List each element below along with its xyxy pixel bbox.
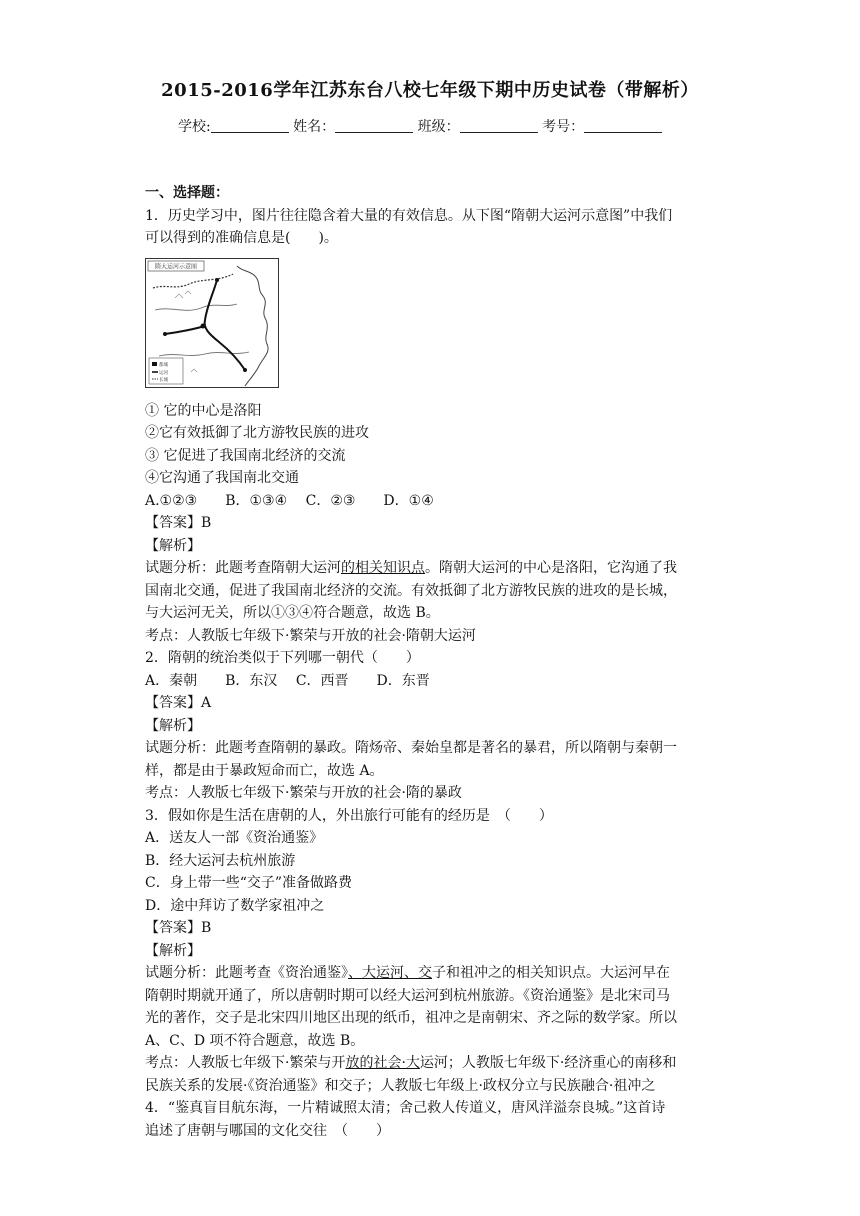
q3-analysis-underlined: 、大运河、交 bbox=[348, 965, 432, 981]
q1-analysis-text: 试题分析：此题考查隋朝大运河 bbox=[145, 560, 341, 576]
map-legend-capital: 都城 bbox=[159, 362, 168, 368]
q3-kaodian-text-rest: 运河；人教版七年级下·经济重心的南移和 bbox=[419, 1055, 677, 1071]
q3-analysis-line3: 光的著作，交子是北宋四川地区出现的纸币，祖冲之是南朝宋、齐之际的数学家。所以 bbox=[145, 1010, 677, 1026]
q3-kaodian-line1 bbox=[145, 1052, 725, 1075]
q2-analysis-label: 【解析】 bbox=[145, 717, 201, 734]
q2-analysis-line1: 试题分析：此题考查隋朝的暴政。隋炀帝、秦始皇都是著名的暴君，所以隋朝与秦朝一 bbox=[145, 740, 677, 756]
map-legend-wall: 长城 bbox=[159, 377, 168, 383]
q4-stem-line2: 追述了唐朝与哪国的文化交往 （ ） bbox=[145, 1122, 390, 1139]
class-blank bbox=[460, 118, 538, 133]
q1-option-1: ① 它的中心是洛阳 bbox=[145, 402, 262, 419]
id-blank bbox=[584, 118, 662, 133]
q1-analysis-underlined: 的相关知识点 bbox=[341, 560, 425, 576]
name-label: 姓名： bbox=[293, 119, 336, 135]
section-title: 一、选择题： bbox=[145, 185, 229, 201]
q1-option-4: ④它沟通了我国南北交通 bbox=[145, 470, 299, 486]
q3-analysis-text-rest: 子和祖冲之的相关知识点。大运河早在 bbox=[432, 965, 670, 981]
q3-kaodian-line2: 民族关系的发展·《资治通鉴》和交子；人教版七年级上·政权分立与民族融合·祖冲之 bbox=[145, 1077, 656, 1094]
q3-analysis-line1 bbox=[145, 962, 725, 985]
id-label: 考号： bbox=[542, 119, 585, 135]
map-title: 隋大运河示意图 bbox=[154, 263, 198, 270]
q1-stem-line1: 1．历史学习中，图片往往隐含着大量的有效信息。从下图“隋朝大运河示意图”中我们 bbox=[145, 207, 673, 224]
q2-stem: 2．隋朝的统治类似于下列哪一朝代（ ） bbox=[145, 650, 420, 666]
student-info-line bbox=[178, 116, 662, 136]
q1-option-2: ②它有效抵御了北方游牧民族的进攻 bbox=[145, 425, 369, 441]
q3-analysis-label: 【解析】 bbox=[145, 942, 201, 959]
q1-analysis-text-rest: 。隋朝大运河的中心是洛阳，它沟通了我 bbox=[425, 560, 677, 576]
q1-analysis-line1 bbox=[145, 557, 725, 580]
q1-option-3: ③ 它促进了我国南北经济的交流 bbox=[145, 447, 346, 464]
class-label: 班级： bbox=[417, 119, 460, 135]
q3-option-c: C．身上带一些“交子”准备做路费 bbox=[145, 875, 353, 891]
grand-canal-map-image bbox=[145, 258, 279, 388]
school-label: 学校: bbox=[178, 119, 211, 135]
q1-analysis-line3: 与大运河无关，所以①③④符合题意，故选 B。 bbox=[145, 605, 440, 621]
q2-answer: 【答案】A bbox=[145, 695, 212, 711]
q3-option-d: D．途中拜访了数学家祖冲之 bbox=[145, 897, 325, 914]
q3-kaodian-text: 考点：人教版七年级下·繁荣与开 bbox=[145, 1055, 346, 1071]
q1-stem-line2: 可以得到的准确信息是( )。 bbox=[145, 230, 338, 246]
q3-answer: 【答案】B bbox=[145, 920, 212, 936]
q1-analysis-label: 【解析】 bbox=[145, 537, 201, 554]
q1-kaodian: 考点：人教版七年级下·繁荣与开放的社会·隋朝大运河 bbox=[145, 627, 476, 644]
q3-analysis-line4: A、C、D 项不符合题意，故选 B。 bbox=[145, 1032, 365, 1049]
q1-choices: A.①②③ B．①③④ C．②③ D．①④ bbox=[145, 492, 434, 509]
q3-kaodian-underlined: 放的社会·大 bbox=[345, 1055, 420, 1071]
q3-stem: 3．假如你是生活在唐朝的人，外出旅行可能有的经历是 （ ） bbox=[145, 807, 553, 824]
name-blank bbox=[335, 118, 413, 133]
exam-title: 2015-2016学年江苏东台八校七年级下期中历史试卷（带解析） bbox=[161, 80, 699, 101]
q2-kaodian: 考点：人教版七年级下·繁荣与开放的社会·隋的暴政 bbox=[145, 785, 462, 801]
q2-analysis-line2: 样，都是由于暴政短命而亡，故选 A。 bbox=[145, 762, 384, 779]
q3-option-a: A．送友人一部《资治通鉴》 bbox=[145, 830, 324, 846]
map-legend-canal: 运河 bbox=[159, 370, 168, 376]
school-blank bbox=[211, 118, 289, 133]
q3-option-b: B．经大运河去杭州旅游 bbox=[145, 852, 296, 869]
exam-content bbox=[145, 182, 725, 1142]
q4-stem-line1: 4．“鉴真盲目航东海，一片精诚照太清；舍己救人传道义，唐风洋溢奈良城。”这首诗 bbox=[145, 1100, 666, 1116]
q2-choices: A．秦朝 B．东汉 C．西晋 D．东晋 bbox=[145, 672, 430, 689]
q1-analysis-line2: 国南北交通，促进了我国南北经济的交流。有效抵御了北方游牧民族的进攻的是长城， bbox=[145, 582, 677, 599]
q3-analysis-text: 试题分析：此题考查《资治通鉴》 bbox=[145, 965, 348, 981]
q1-answer: 【答案】B bbox=[145, 515, 212, 531]
q3-analysis-line2: 隋朝时期就开通了，所以唐朝时期可以经大运河到杭州旅游。《资治通鉴》是北宋司马 bbox=[145, 987, 670, 1004]
